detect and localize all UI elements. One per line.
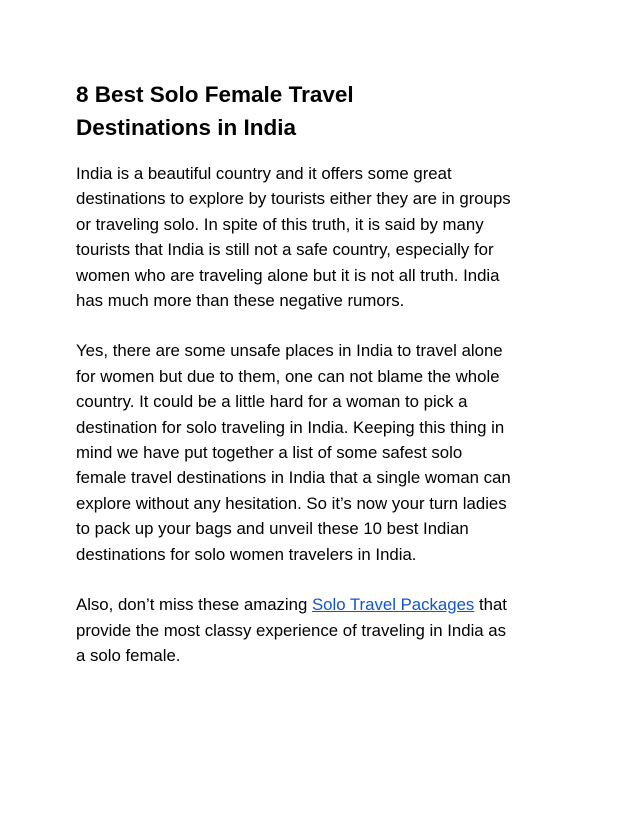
solo-travel-packages-link[interactable]: Solo Travel Packages	[311, 595, 475, 615]
link-trail-text: that	[474, 595, 507, 615]
paragraph-line: destinations to explore by tourists either they are in groups	[76, 189, 511, 209]
paragraph-line: India is a beautiful country and it offers some great	[76, 164, 452, 183]
paragraph-line: mind we have put together a list of some safest solo	[76, 443, 463, 463]
intro-paragraph	[76, 161, 568, 313]
paragraph-line: female travel destinations in India that a single woman can	[76, 468, 511, 488]
title-line: Destinations in India	[76, 115, 297, 140]
paragraph-line: to pack up your bags and unveil these 10 best Indian	[76, 519, 469, 539]
paragraph-line: for women but due to them, one can not blame the whole	[76, 366, 500, 386]
paragraph-line: provide the most classy experience of traveling in India as	[76, 620, 507, 640]
paragraph-line: or traveling solo. In spite of this truth, it is said by many	[76, 214, 484, 234]
document-page	[76, 78, 568, 668]
paragraph-line: has much more than these negative rumors.	[76, 291, 405, 311]
closing-paragraph	[76, 592, 568, 668]
paragraph-line: tourists that India is still not a safe country, especially for	[76, 240, 494, 260]
paragraph-line	[76, 592, 568, 617]
body-paragraph	[76, 338, 568, 567]
paragraph-line: country. It could be a little hard for a woman to pick a	[76, 392, 468, 412]
link-lead-text: Also, don’t miss these amazing	[76, 595, 312, 615]
paragraph-line: destination for solo traveling in India. Keeping this thing in	[76, 417, 505, 437]
title-line: 8 Best Solo Female Travel	[76, 82, 354, 107]
paragraph-line: Yes, there are some unsafe places in India to travel alone	[76, 341, 503, 361]
paragraph-line: a solo female.	[76, 645, 181, 665]
paragraph-line: destinations for solo women travelers in India.	[76, 544, 417, 564]
paragraph-line: explore without any hesitation. So it’s now your turn ladies	[76, 493, 507, 513]
document-title	[76, 78, 568, 144]
paragraph-line: women who are traveling alone but it is not all truth. India	[76, 265, 500, 285]
